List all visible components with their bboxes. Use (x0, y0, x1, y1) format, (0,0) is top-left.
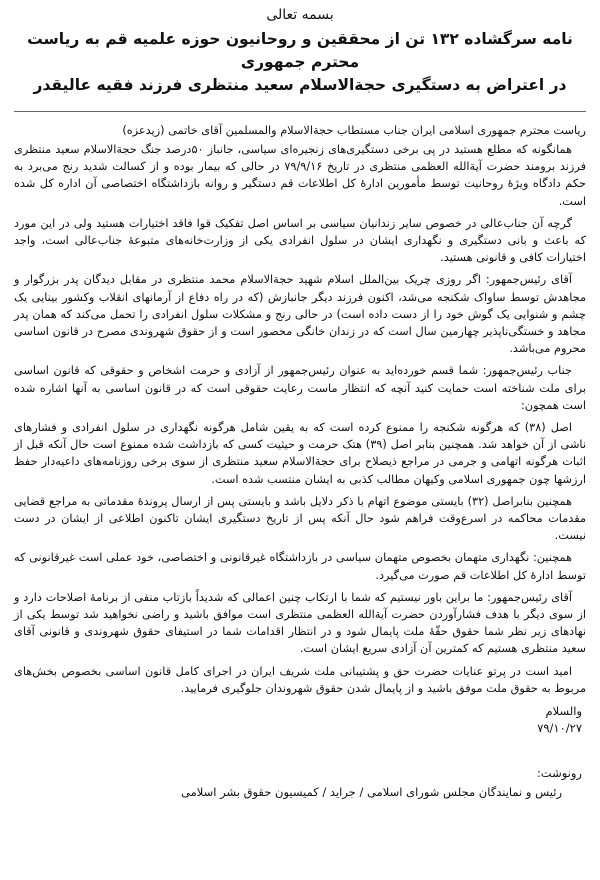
body-paragraph-3: آقای رئیس‌جمهور: اگر روزی چریک بین‌الملل اسلام شهید حجةالاسلام محمد منتظری در مقابل دیدگان پدر بزرگوار و مجاهدش توسط ساواک شکنجه می‌شد، اکنون فرزند دیگر جانبازش (که در راه دفاع از آرمانهای انقلاب وکشور بینایی یک چشم و شنوایی یک گوش خود را از دست داده است) در حالی رنج و مشکلات سلول انفرادی را تحمل می‌کند که همان پدر مجاهد و خستگی‌ناپذیر چهارمین سال است که در زندان خانگی محصور است و از حقوق شهروندی مصرح در قانون اساسی محروم می‌باشد. (14, 273, 586, 356)
cc-label: رونوشت: (536, 766, 582, 781)
addressee-line: ریاست محترم جمهوری اسلامی ایران جناب مستطاب حجةالاسلام والمسلمین آقای خاتمی (زیدعزه) (122, 124, 586, 137)
body-paragraph-5: اصل (۳۸) که هرگونه شکنجه را ممنوع کرده است که به یقین شامل هرگونه نگهداری در سلول انفرادی و فشارهای ناشی از آن خواهد شد. همچنین بنابر اصل (۳۹) هتک حرمت و حیثیت کسی که بازداشت شده ممنوع است حال آنکه قبل از اثبات هرگونه اتهامی و جرمی در مراجع ذیصلاح برای حجةالاسلام سعید منتظری از سوی برخی روزنامه‌های داعیه‌دار حفظ ارزشها چون جمهوری اسلامی وکیهان مطالب کذبی به ایشان منتسب شده است. (14, 421, 586, 486)
body-paragraph-1: همانگونه که مطلع هستید در پی برخی دستگیری‌های زنجیره‌ای سیاسی، جانباز ۵۰درصد جنگ حجةالاسلام سعید منتظری فرزند برومند حضرت آیةالله العظمی منتظری در تاریخ ۷۹/۹/۱۶ در حالی که بیمار بوده و از کسالت شدید رنج می‌برد به حکم دادگاه ویژهٔ روحانیت توسط مأمورین ادارهٔ کل اطلاعات قم دستگیر و روانه بازداشتگاه اختصاصی آن اداره کل شده است. (14, 143, 586, 208)
letter-title-line-1: نامه سرگشاده ۱۳۲ تن از محققین و روحانیون حوزه علمیه قم به ریاست محترم جمهوری (27, 30, 573, 71)
body-paragraph-9: امید است در پرتو عنایات حضرت حق و پشتیبانی ملت شریف ایران در اجرای کامل قانون اساسی بخصوص بخش‌های مربوط به حقوق ملت موفق باشید و از پایمال شدن حقوق شهروندان جلوگیری فرمایید. (14, 664, 586, 695)
body-paragraph-2: گرچه آن جناب‌عالی در خصوص سایر زندانیان سیاسی بر اساس اصل تفکیک قوا فاقد اختیارات هستید ولی در این مورد که باعث و بانی دستگیری و نگهداری ایشان در سلول انفرادی یکی از وزارت‌خانه‌های متبوعهٔ جناب‌عالی است، واجد اختیارات کافی و قانونی هستید. (14, 216, 586, 265)
body-paragraph-4: جناب رئیس‌جمهور: شما قسم خورده‌اید به عنوان رئیس‌جمهور از آزادی و حرمت اشخاص و حقوقی که قانون اساسی برای ملت شناخته است حمایت کنید آنچه که انتظار ماست رعایت حقوقی است که در قانون اساسی به آنها اشاره شده است همچون: (14, 364, 586, 412)
closing-salutation: والسلام (545, 704, 582, 719)
body-paragraph-7: همچنین: نگهداری متهمان بخصوص متهمان سیاسی در بازداشتگاه غیرقانونی و اختصاصی، خود عملی است غیرقانونی که توسط ادارهٔ کل اطلاعات قم صورت می‌گیرد. (14, 551, 586, 582)
letter-title-line-2: در اعتراض به دستگیری حجةالاسلام سعید منتظری فرزند فقیه عالیقدر (33, 76, 567, 94)
body-paragraph-8: آقای رئیس‌جمهور: ما براین باور نیستیم که شما با ارتکاب چنین اعمالی که شدیداً بازتاب منفی از برنامهٔ اصلاحات دارد و از سوی دیگر با هدف فشارآوردن حضرت آیةالله العظمی منتظری است موافق باشید و راضی نخواهید شد توسط یکی از نهادهای زیر نظر شما حقوق حقّهٔ ملت پایمال شود و در انتظار اقدامات شما در استیفای حقوق شهروندی و قانونی آقای سعید منتظری هستیم که کمترین آن آزادی سریع ایشان است. (14, 590, 586, 656)
basmala-heading: بسمه تعالی (266, 7, 334, 23)
body-paragraph-6: همچنین بنابراصل (۳۲) بایستی موضوع اتهام با ذکر دلایل باشد و بایستی پس از ارسال پروندهٔ مقدماتی به مراجع قضایی مقدمات محاکمه در اسرع‌وقت فراهم شود حال آنکه پس از تاریخ دستگیری ایشان تاکنون اطلاعی از ایشان در دست نیست. (14, 494, 586, 543)
cc-recipients: رئیس و نمایندگان مجلس شورای اسلامی / جراید / کمیسیون حقوق بشر اسلامی (181, 785, 562, 800)
title-divider (14, 111, 586, 112)
letter-date: ۷۹/۱۰/۲۷ (537, 721, 582, 736)
